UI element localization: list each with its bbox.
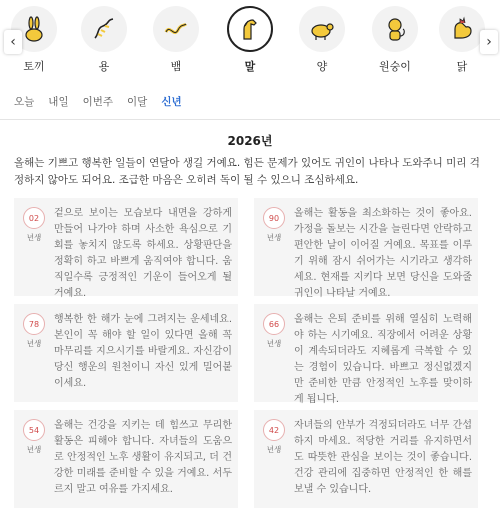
fortune-text: 겉으로 보이는 모습보다 내면을 강하게 만들어 나가야 하며 사소한 욕심으로 기회를 놓치지 않도록 하세요. 상황판단을 정확히 하고 바쁘게 움직여야 합니다. 움직일수록 긍정적인 기운이 들어오게 될 거예요.: [54, 208, 232, 299]
birth-suffix: 년생: [266, 445, 282, 454]
birth-suffix: 년생: [26, 233, 42, 242]
birth-year-badge: 66: [263, 313, 285, 335]
snake-icon: [153, 6, 199, 52]
fortune-text: 자녀들의 안부가 걱정되더라도 너무 간섭하지 마세요. 적당한 거리를 유지하면서도 따뜻한 관심을 보이는 것이 좋습니다. 건강 관리에 집중하면 안정적인 한 해를 보낼 수 있습니다.: [294, 420, 472, 495]
fortune-card: [254, 198, 478, 299]
monkey-icon: [372, 6, 418, 52]
period-tabs: [14, 94, 182, 109]
tab-tomorrow[interactable]: 내일: [48, 96, 69, 108]
birth-suffix: 년생: [266, 233, 282, 242]
horse-icon: [227, 6, 273, 52]
fortune-card: [14, 198, 238, 299]
zodiac-label: 양: [316, 60, 328, 73]
zodiac-label: 용: [98, 60, 110, 73]
tabs-divider: [0, 119, 500, 120]
next-arrow-button[interactable]: ›: [480, 30, 498, 54]
zodiac-selector: [0, 0, 500, 80]
zodiac-label: 뱀: [170, 60, 182, 73]
fortune-summary: 올해는 기쁘고 행복한 일들이 연달아 생길 거예요. 힘든 문제가 있어도 귀인이 나타나 도와주니 미리 걱정하지 않아도 되어요. 조급한 마음은 오히려 독이 될 수 있으니 조심하세요.: [14, 157, 480, 186]
rooster-icon: [439, 6, 485, 52]
fortune-card: [254, 410, 478, 508]
birth-year-badge: 90: [263, 207, 285, 229]
birth-year-badge: 02: [23, 207, 45, 229]
fortune-card: [254, 304, 478, 405]
year-title: 2026년: [227, 134, 273, 148]
dragon-icon: [81, 6, 127, 52]
fortune-text: 올해는 건강을 지키는 데 힘쓰고 무리한 활동은 피해야 합니다. 자녀들의 도움으로 안정적인 노후 생활이 유지되고, 더 건강한 미래를 준비할 수 있을 거예요. 서두르지 말고 여유를 가지세요.: [54, 420, 232, 495]
birth-year-badge: 42: [263, 419, 285, 441]
zodiac-item-dragon[interactable]: [74, 6, 134, 76]
tab-new-year[interactable]: 신년: [161, 96, 182, 108]
zodiac-item-horse[interactable]: [220, 6, 280, 76]
zodiac-item-monkey[interactable]: [365, 6, 425, 76]
zodiac-item-sheep[interactable]: [292, 6, 352, 76]
zodiac-label: 말: [244, 60, 256, 73]
zodiac-item-snake[interactable]: [146, 6, 206, 76]
zodiac-label: 원숭이: [379, 60, 411, 73]
fortune-text: 행복한 한 해가 눈에 그려지는 운세네요. 본인이 꼭 해야 할 일이 있다면 올해 꼭 마무리를 지으시기를 바랄게요. 자신감이 당신 행운의 원천이니 자신 있게 밀어붙이세요.: [54, 314, 232, 389]
fortune-text: 올해는 은퇴 준비를 위해 열심히 노력해야 하는 시기예요. 직장에서 어려운 상황이 계속되더라도 지혜롭게 극복할 수 있는 경험이 있습니다. 바쁘고 정신없겠지만 준비한 만큼 안정적인 노후를 맞이하게 됩니다.: [294, 314, 472, 405]
tab-this-month[interactable]: 이달: [127, 96, 148, 108]
fortune-text: 올해는 활동을 최소화하는 것이 좋아요. 가정을 돌보는 시간을 늘린다면 안락하고 편안한 날이 이어질 거예요. 목표를 이루기 위해 잠시 쉬어가는 시기라고 생각하세요. 현재를 지키다 보면 당신을 도와줄 귀인이 나타날 거예요.: [294, 208, 472, 299]
prev-arrow-button[interactable]: ‹: [4, 30, 22, 54]
birth-suffix: 년생: [26, 445, 42, 454]
fortune-card: [14, 304, 238, 402]
birth-year-badge: 54: [23, 419, 45, 441]
fortune-card: [14, 410, 238, 508]
zodiac-label: 닭: [456, 60, 468, 73]
tab-this-week[interactable]: 이번주: [82, 96, 114, 108]
birth-suffix: 년생: [26, 339, 42, 348]
tab-today[interactable]: 오늘: [14, 96, 35, 108]
zodiac-label: 토끼: [23, 60, 45, 73]
birth-year-badge: 78: [23, 313, 45, 335]
birth-suffix: 년생: [266, 339, 282, 348]
sheep-icon: [299, 6, 345, 52]
